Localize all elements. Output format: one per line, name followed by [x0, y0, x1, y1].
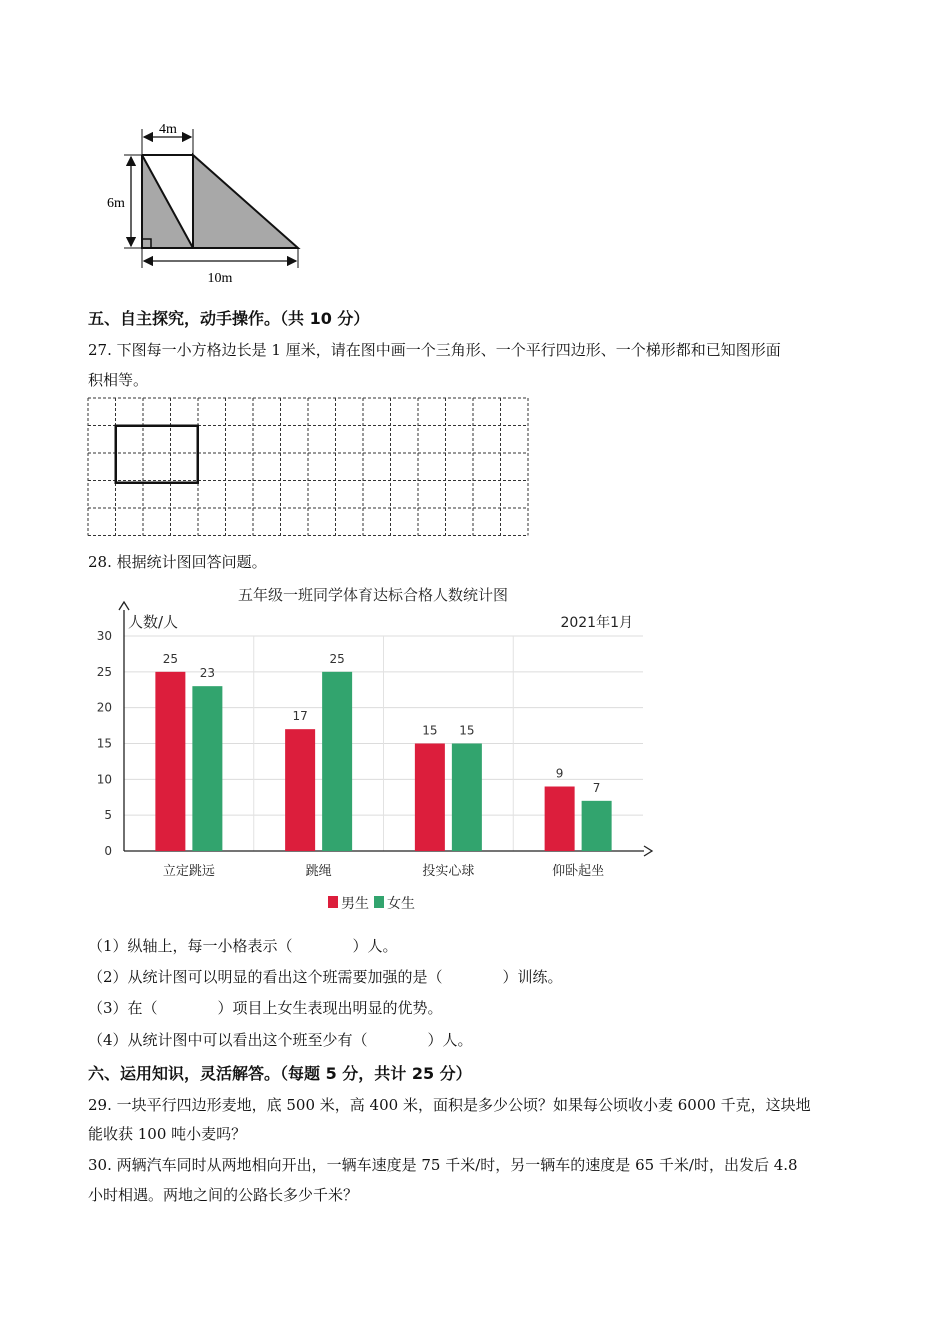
bar-value-label: 15 — [459, 723, 475, 738]
y-tick-label: 0 — [104, 844, 112, 858]
y-tick-label: 25 — [96, 664, 112, 679]
section6-title: 六、运用知识，灵活解答。（每题 5 分，共计 25 分） — [88, 1064, 472, 1083]
y-tick-label: 10 — [96, 772, 112, 787]
bar-girls — [322, 672, 352, 851]
bottom-dimension-label: 10m — [207, 271, 233, 286]
q30-line2: 小时相遇。两地之间的公路长多少千米？ — [88, 1186, 359, 1204]
bar-chart — [88, 578, 668, 923]
q27-line2: 积相等。 — [88, 371, 149, 389]
legend-label: 男生 — [341, 896, 369, 912]
x-tick-label: 跳绳 — [305, 864, 332, 879]
q29-line1: 29. 一块平行四边形麦地，底 500 米，高 400 米，面积是多少公顷？如果每公顷收小麦 6000 千克，这块地 — [88, 1096, 811, 1114]
q29-line2: 能收获 100 吨小麦吗？ — [88, 1125, 247, 1143]
y-tick-label: 20 — [96, 700, 112, 715]
right-shaded-triangle — [193, 155, 298, 248]
y-tick-label: 30 — [96, 629, 112, 643]
y-axis-arrow — [119, 602, 129, 610]
trapezoid-figure — [100, 115, 310, 290]
q28-sub1: （1）纵轴上，每一小格表示（ ）人。 — [88, 937, 398, 955]
bar-value-label: 23 — [199, 666, 216, 681]
bar-boys — [285, 729, 315, 851]
legend-label: 女生 — [387, 896, 415, 912]
bar-value-label: 17 — [292, 709, 308, 724]
bar-value-label: 9 — [555, 766, 564, 781]
q28-sub2: （2）从统计图可以明显的看出这个班需要加强的是（ ）训练。 — [88, 968, 563, 986]
bar-value-label: 25 — [162, 651, 179, 666]
left-dimension-label: 6m — [107, 196, 125, 211]
bar-boys — [155, 672, 185, 851]
x-tick-label: 立定跳远 — [162, 864, 215, 879]
bar-girls — [582, 801, 612, 851]
top-dimension-label: 4m — [159, 122, 177, 137]
bar-value-label: 15 — [422, 723, 438, 738]
x-tick-label: 投实心球 — [422, 864, 475, 879]
bar-boys — [545, 787, 575, 852]
legend-swatch — [328, 896, 338, 908]
q28-intro: 28. 根据统计图回答问题。 — [88, 553, 267, 571]
section5-title: 五、自主探究，动手操作。（共 10 分） — [88, 309, 370, 328]
y-tick-label: 5 — [104, 808, 112, 823]
bar-girls — [192, 686, 222, 851]
chart-ylabel: 人数/人 — [128, 613, 179, 631]
q27-line1: 27. 下图每一小方格边长是 1 厘米，请在图中画一个三角形、一个平行四边形、一个梯形都和已知图形面 — [88, 341, 781, 359]
x-tick-label: 仰卧起坐 — [552, 864, 605, 879]
q30-line1: 30. 两辆汽车同时从两地相向开出，一辆车速度是 75 千米/时，另一辆车的速度是 65 千米/时，出发后 4.8 — [88, 1156, 798, 1174]
y-tick-label: 15 — [96, 736, 112, 751]
legend-swatch — [374, 896, 384, 908]
left-shaded-triangle — [142, 155, 193, 248]
x-axis-arrow — [644, 846, 652, 856]
known-rectangle — [116, 426, 198, 483]
bar-value-label: 25 — [329, 651, 345, 666]
q28-sub4: （4）从统计图中可以看出这个班至少有（ ）人。 — [88, 1031, 473, 1049]
bar-girls — [452, 744, 482, 852]
bar-boys — [415, 744, 445, 852]
chart-title: 五年级一班同学体育达标合格人数统计图 — [237, 586, 509, 604]
bar-value-label: 7 — [592, 780, 601, 795]
q28-sub3: （3）在（ ）项目上女生表现出明显的优势。 — [88, 999, 443, 1017]
dotted-grid — [86, 396, 534, 542]
chart-subtitle: 2021年1月 — [560, 615, 633, 631]
